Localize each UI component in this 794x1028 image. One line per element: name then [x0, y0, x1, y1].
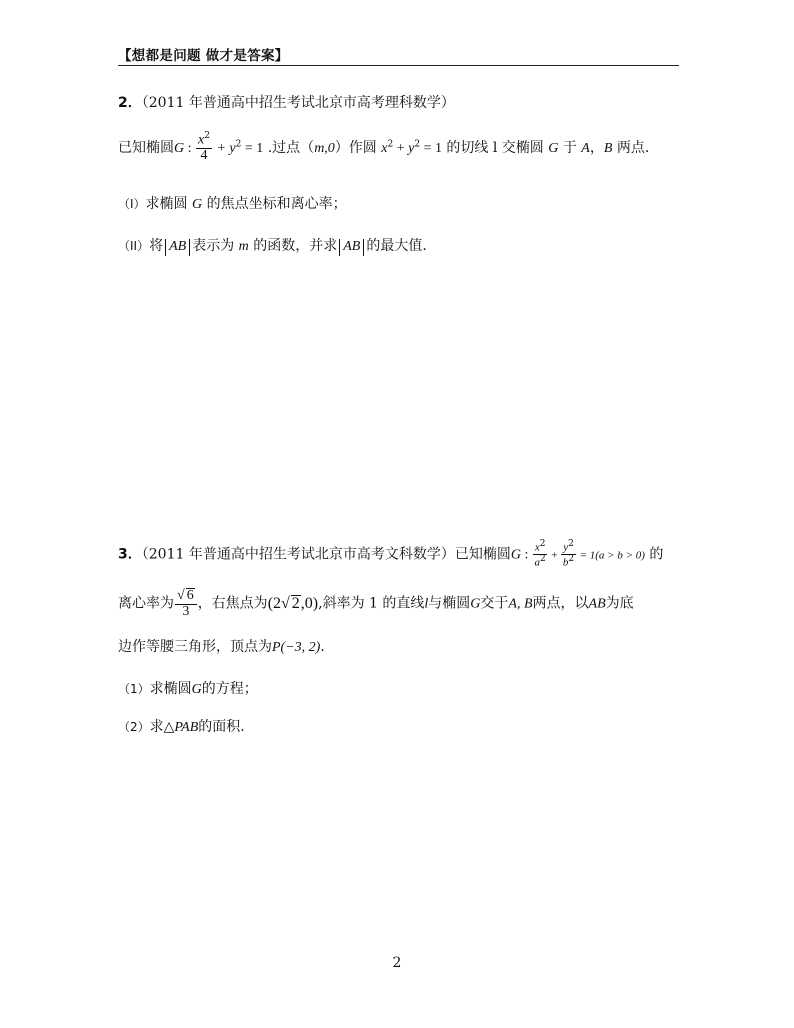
problem3-PAB: PAB	[174, 720, 199, 735]
focus-pre: (2	[267, 594, 282, 612]
problem3-part1	[118, 682, 258, 697]
problem2-stem-e: 于	[558, 140, 582, 157]
ecc-fraction: $\frac{√ 6}{3}$	[175, 588, 197, 619]
problem2-colon: :	[184, 141, 196, 157]
problem3-frac-x	[533, 540, 548, 569]
problem3-slope-e: 为底	[605, 595, 634, 612]
problem3-slope-b: 与椭圆	[428, 595, 471, 612]
problem3-part1-a: 求椭圆	[149, 681, 192, 697]
circle-y: y	[408, 141, 415, 157]
problem3-heading	[118, 540, 663, 569]
problem3-slope-d: 两点，以	[532, 595, 589, 612]
problem3-part2-b: 的面积.	[198, 719, 245, 735]
problem2-part2-b: 表示为	[192, 238, 239, 254]
problem3-tail1: 的	[644, 546, 664, 563]
problem2-fraction	[196, 132, 212, 164]
problem2-stem	[118, 132, 649, 164]
problem2-stem-b: .过点（	[263, 140, 315, 157]
frac-den-3: 3	[182, 603, 190, 619]
problem3-part2-a: 求	[149, 719, 164, 735]
problem3-line3-a: 边作等腰三角形，顶点为	[118, 639, 272, 655]
p3-frac-x-exp: 2	[539, 539, 546, 549]
problem3-part2-label: （2）	[118, 720, 150, 734]
problem2-part2	[118, 239, 427, 256]
problem2-part2-a: 将	[149, 238, 164, 254]
triangle-symbol: △	[163, 720, 175, 735]
problem3-G2: G	[470, 596, 481, 612]
header-rule	[118, 65, 679, 66]
problem3-slope-a: ,斜率为 1 的直线	[318, 595, 425, 612]
problem3-vertex-P: P(−3, 2)	[272, 640, 321, 655]
problem3-frac-y	[561, 540, 576, 569]
circle-x-exp: 2	[387, 139, 394, 150]
problem2-stem-a: 已知椭圆	[118, 140, 174, 157]
problem3-line3	[118, 640, 325, 655]
problem2-part2-c: 的函数，并求	[248, 238, 338, 254]
p3-frac-x: x	[534, 541, 540, 554]
problem2-y-exp: 2	[235, 139, 242, 150]
problem3-G: G	[510, 547, 521, 563]
frac-num-x: x	[198, 132, 205, 148]
problem3-plus: +	[548, 549, 561, 562]
problem2-part1-a: 求椭圆	[145, 196, 192, 212]
problem3-focus-label: ，右焦点为	[197, 595, 268, 612]
problem2-A: A	[581, 141, 590, 157]
problem2-stem-d: 的切线 l 交椭圆	[441, 140, 549, 157]
page-header: 【想都是问题 做才是答案】	[118, 48, 289, 64]
circle-plus: +	[393, 141, 409, 157]
problem3-part2	[118, 720, 245, 735]
circle-x: x	[381, 141, 388, 157]
p3-frac-a: a	[534, 556, 541, 569]
problem2-part2-d: 的最大值.	[366, 238, 427, 254]
focus-post: ,0)	[300, 594, 319, 612]
problem2-B: B	[603, 141, 613, 157]
problem3-part1-label: （1）	[118, 682, 150, 696]
problem3-AB-pts: A, B	[508, 596, 533, 612]
p3-frac-b-exp: 2	[568, 554, 575, 565]
problem2-number: 2．	[118, 95, 142, 111]
problem3-line3-b: .	[320, 639, 325, 655]
circle-eq: = 1	[420, 141, 442, 157]
abs-AB: AB	[165, 239, 190, 256]
p3-frac-y: y	[563, 541, 569, 554]
p3-frac-a-exp: 2	[540, 554, 546, 565]
problem3-colon: :	[520, 547, 532, 563]
problem3-source: （2011 年普通高中招生考试北京市高考文科数学）已知椭圆	[141, 546, 511, 563]
problem2-part1-b: 的焦点坐标和离心率；	[202, 196, 347, 212]
problem2-m: m	[238, 239, 249, 254]
abs-AB-2: AB	[339, 239, 364, 256]
focus-value: (2√ 2,0)	[267, 594, 319, 612]
problem2-G2: G	[548, 141, 559, 157]
problem2-stem-c: ）作圆	[334, 140, 382, 157]
problem3-AB: AB	[588, 596, 606, 612]
circle-y-exp: 2	[414, 139, 421, 150]
problem3-condition: = 1(a > b > 0)	[576, 549, 645, 562]
problem3-l: l	[424, 596, 429, 612]
problem3-part1-b: 的方程；	[201, 681, 258, 697]
problem2-eq1: = 1	[241, 141, 264, 157]
problem2-stem-f: 两点.	[612, 140, 650, 157]
problem2-m0: m,0	[314, 141, 335, 157]
problem2-part1-label: （I）	[118, 197, 146, 211]
problem2-G: G	[174, 141, 185, 157]
problem3-ecc-label: 离心率为	[118, 595, 174, 612]
problem3-part1-G: G	[191, 682, 202, 697]
page-number: 2	[392, 955, 402, 971]
problem2-heading	[118, 96, 455, 110]
frac-num-exp: 2	[204, 131, 210, 141]
p3-frac-y-exp: 2	[568, 539, 574, 549]
problem2-part1	[118, 197, 347, 212]
problem2-comma: ，	[589, 140, 604, 157]
problem2-source: （2011 年普通高中招生考试北京市高考理科数学）	[141, 95, 455, 111]
problem2-part2-label: （II）	[118, 239, 150, 253]
problem2-plus-y: + y	[212, 141, 236, 157]
problem3-line2	[118, 588, 634, 619]
problem3-slope-c: 交于	[480, 595, 509, 612]
p3-frac-b: b	[562, 556, 569, 569]
sqrt-6: 6	[186, 588, 194, 603]
sqrt-2: 2	[291, 594, 300, 612]
problem2-part1-G: G	[192, 197, 203, 212]
frac-den-4: 4	[200, 148, 208, 164]
problem3-number: 3．	[118, 546, 142, 563]
